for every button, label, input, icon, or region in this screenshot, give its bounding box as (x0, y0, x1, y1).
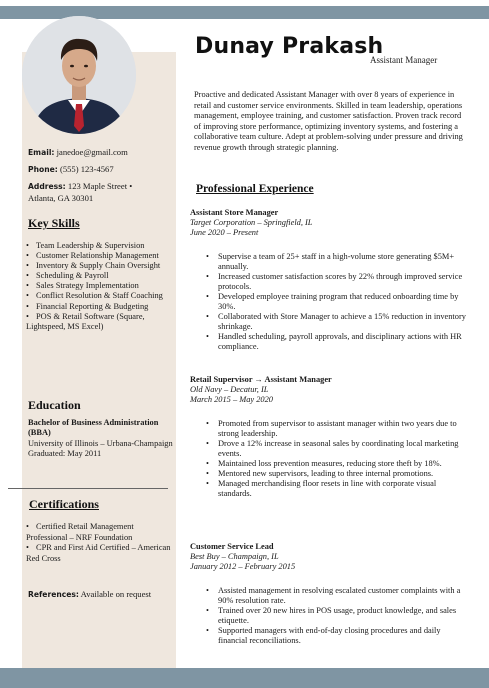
job-bullet: • Supervise a team of 25+ staff in a high-volume store generating $5M+ annually. (206, 252, 455, 271)
education-heading: Education (28, 398, 81, 412)
references-line (28, 589, 151, 599)
certifications-heading: Certifications (29, 497, 99, 511)
phone-value: (555) 123-4567 (59, 164, 114, 174)
job-company: Target Corporation – Springfield, IL (190, 218, 313, 227)
job-bullet: • Assisted management in resolving escalated customer complaints with a 90% resolution rate. (206, 586, 461, 605)
job-entry (190, 542, 470, 645)
summary-paragraph: Proactive and dedicated Assistant Manager with over 8 years of experience in retail and customer service environments. Skilled in team leadership, operations management, employee training, and customer satisfaction. Proven track record of improving store performance, optimizing inventory systems, and fostering a collaborative team culture. Adept at problem-solving under pressure and driving revenue growth through strategic planning. (194, 90, 463, 152)
job-bullet: • Developed employee training program that reduced onboarding time by 30%. (206, 292, 459, 311)
certifications-list (26, 522, 172, 564)
address-line-1: 123 Maple Street • (67, 181, 133, 191)
profile-photo (22, 16, 136, 134)
job-company: Old Navy – Decatur, IL (190, 385, 269, 394)
skill-item: • Inventory & Supply Chain Oversight (26, 261, 161, 271)
certification-item: • CPR and First Aid Certified – American Red Cross (26, 543, 171, 563)
certification-item: • Certified Retail Management Professional – NRF Foundation (26, 522, 134, 542)
job-bullet: • Managed merchandising floor resets in line with corporate visual standards. (206, 479, 437, 498)
job-title: Customer Service Lead (190, 542, 274, 551)
education-entry (28, 418, 173, 460)
job-title: Retail Supervisor → Assistant Manager (190, 375, 332, 384)
skill-item: • Sales Strategy Implementation (26, 281, 139, 291)
job-dates: June 2020 – Present (190, 228, 259, 237)
job-bullet: • Handled scheduling, payroll approvals, and disciplinary actions with HR compliance. (206, 332, 462, 351)
job-bullets (206, 419, 468, 499)
bottom-accent-bar (0, 668, 489, 688)
job-bullet: • Mentored new supervisors, leading to three internal promotions. (206, 469, 434, 478)
job-bullet: • Trained over 20 new hires in POS usage, product knowledge, and sales etiquette. (206, 606, 457, 625)
address-line-2: Atlanta, GA 30301 (28, 192, 94, 203)
contact-email (28, 147, 168, 159)
job-dates: January 2012 – February 2015 (190, 562, 296, 571)
job-bullet: • Increased customer satisfaction scores by 22% through improved service protocols. (206, 272, 463, 291)
email-value[interactable]: janedoe@gmail.com (56, 147, 128, 157)
sidebar-divider (8, 488, 168, 489)
references-value: Available on request (80, 589, 152, 599)
skill-item: • POS & Retail Software (Square, Lightspeed, MS Excel) (26, 311, 145, 331)
skill-item: • Customer Relationship Management (26, 251, 159, 261)
profile-photo-illustration (22, 16, 136, 134)
education-graduated: Graduated: May 2011 (28, 449, 102, 459)
contact-address (28, 181, 168, 203)
skill-item: • Scheduling & Payroll (26, 271, 109, 281)
experience-heading: Professional Experience (196, 183, 314, 195)
skills-list (26, 241, 172, 332)
job-title: Assistant Store Manager (190, 208, 279, 217)
job-entry (190, 208, 470, 351)
contact-phone (28, 164, 168, 176)
candidate-name: Dunay Prakash (195, 34, 384, 59)
job-bullets (206, 252, 468, 352)
candidate-role: Assistant Manager (370, 55, 438, 65)
email-label: Email: (28, 148, 55, 157)
job-entry (190, 375, 470, 498)
job-dates: March 2015 – May 2020 (190, 395, 273, 404)
skill-item: • Team Leadership & Supervision (26, 241, 145, 250)
phone-label: Phone: (28, 165, 58, 174)
job-bullets (206, 586, 468, 646)
skill-item: • Financial Reporting & Budgeting (26, 301, 149, 311)
education-degree: Bachelor of Business Administration (BBA) (28, 418, 159, 438)
education-school: University of Illinois – Urbana-Champaign (28, 438, 173, 448)
skills-heading: Key Skills (28, 216, 80, 230)
job-bullet: • Promoted from supervisor to assistant manager within two years due to strong leadership. (206, 419, 457, 438)
job-bullet: • Maintained loss prevention measures, reducing store theft by 18%. (206, 459, 442, 468)
job-bullet: • Collaborated with Store Manager to achieve a 15% reduction in inventory shrinkage. (206, 312, 466, 331)
skill-item: • Conflict Resolution & Staff Coaching (26, 291, 163, 301)
job-bullet: • Supported managers with end-of-day closing procedures and daily financial reconciliations. (206, 626, 441, 645)
address-label: Address: (28, 182, 66, 191)
job-company: Best Buy – Champaign, IL (190, 552, 279, 561)
job-bullet: • Drove a 12% increase in seasonal sales by coordinating local marketing events. (206, 439, 459, 458)
references-label: References: (28, 590, 79, 599)
